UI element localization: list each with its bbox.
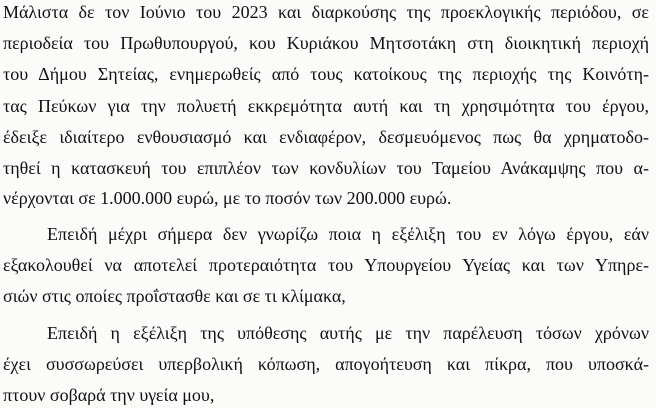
text-line: εξακολουθεί να αποτελεί προτεραιότητα του Υπουργείου Υγείας και των Υπηρε- bbox=[3, 255, 649, 275]
text-line: του Δήμου Σητείας, ενημερωθείς από τους κατοίκους της περιοχής της Κοινότη- bbox=[3, 64, 649, 84]
text-line: έχει συσσωρεύσει υπερβολική κόπωση, απογοήτευση και πίκρα, που υποσκά- bbox=[3, 354, 649, 374]
text-line: νέρχονται σε 1.000.000 ευρώ, με το ποσόν των 200.000 ευρώ. bbox=[3, 188, 452, 208]
text-line: τηθεί η κατασκευή του επιπλέον των κονδυλίων του Ταμείου Ανάκαμψης που α- bbox=[3, 158, 649, 178]
text-line: σιών στις οποίες προΐστασθε και σε τι κλίμακα, bbox=[3, 286, 346, 306]
text-line: Μάλιστα δε τον Ιούνιο του 2023 και διαρκούσης της προεκλογικής περιόδου, σε bbox=[3, 2, 649, 22]
text-line: πτουν σοβαρά την υγεία μου, bbox=[3, 385, 215, 405]
text-line: έδειξε ιδιαίτερο ενθουσιασμό και ενδιαφέρον, δεσμευόμενος πως θα χρηματοδο- bbox=[3, 127, 649, 147]
text-line: τας Πεύκων για την πολυετή εκκρεμότητα αυτή και τη χρησιμότητα του έργου, bbox=[3, 96, 649, 116]
text-line: Επειδή μέχρι σήμερα δεν γνωρίζω ποια η εξέλιξη του εν λόγω έργου, εάν bbox=[47, 224, 649, 244]
text-line: περιοδεία του Πρωθυπουργού, κου Κυριάκου Μητσοτάκη στη διοικητική περιοχή bbox=[3, 33, 649, 53]
text-line: Επειδή η εξέλιξη της υπόθεσης αυτής με την παρέλευση τόσων χρόνων bbox=[47, 323, 649, 343]
